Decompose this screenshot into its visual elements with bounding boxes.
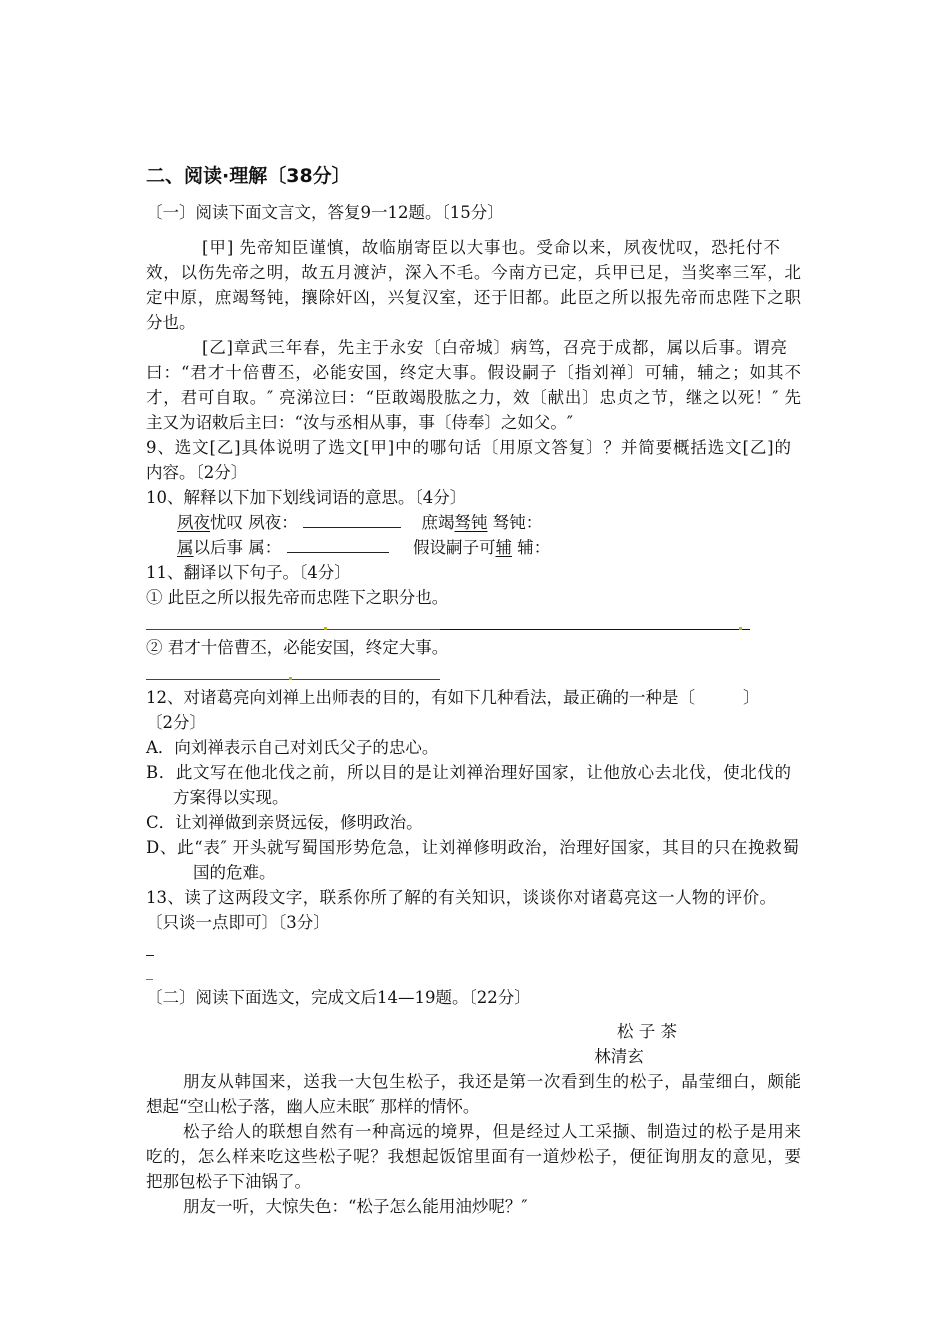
article-paragraph: 松子给人的联想自然有一种高远的境界，但是经过人工采撷、制造过的松子是用来 bbox=[183, 1122, 801, 1141]
question-13: 13、读了这两段文字，联系你所了解的有关知识，谈谈你对诸葛亮这一人物的评价。 bbox=[146, 888, 776, 907]
passage-yi-line: 才，君可自取。″ 亮涕泣曰：“臣敢竭股肱之力，效〔献出〕忠贞之节，继之以死！″ 先 bbox=[146, 388, 801, 407]
passage-yi-line: 主又为诏敕后主曰：“汝与丞相从事，事〔侍奉〕之如父。″ bbox=[146, 413, 574, 432]
question-9: 9、选文[乙]具体说明了选文[甲]中的哪句话〔用原文答复〕？并简要概括选文[乙]的 bbox=[146, 438, 791, 457]
answer-line[interactable] bbox=[146, 679, 440, 680]
passage-jia-line: 定中原，庶竭驽钝，攘除奸凶，兴复汉室，还于旧都。此臣之所以报先帝而忠陛下之职 bbox=[146, 288, 801, 307]
option-c: C．让刘禅做到亲贤远佞，修明政治。 bbox=[146, 813, 423, 832]
article-paragraph: 吃的，怎么样来吃这些松子呢？我想起饭馆里面有一道炒松子，便征询朋友的意见，要 bbox=[146, 1147, 801, 1166]
question-10-row2: 属以后事 属： 假设嗣子可辅 辅： bbox=[177, 538, 551, 557]
question-13-cont: 〔只谈一点即可〕〔3分〕 bbox=[146, 913, 330, 932]
translate-sentence-2: ② 君才十倍曹丕，必能安国，终定大事。 bbox=[146, 638, 449, 657]
passage-jia-line: 效，以伤先帝之明，故五月渡泸，深入不毛。今南方已定，兵甲已足，当奖率三军，北 bbox=[146, 263, 801, 282]
article-paragraph: 把那包松子下油锅了。 bbox=[146, 1172, 311, 1191]
translate-sentence-1: ① 此臣之所以报先帝而忠陛下之职分也。 bbox=[146, 588, 449, 607]
question-12-score: 〔2分〕 bbox=[146, 713, 206, 732]
option-b-cont: 方案得以实现。 bbox=[173, 788, 289, 807]
answer-line[interactable] bbox=[146, 629, 440, 630]
mark-dot bbox=[739, 627, 742, 630]
option-a: A．向刘禅表示自己对刘氏父子的忠心。 bbox=[146, 738, 439, 757]
passage-yi-line: [乙]章武三年春，先主于永安〔白帝城〕病笃，召亮于成都，属以后事。谓亮 bbox=[202, 338, 787, 357]
answer-line[interactable] bbox=[146, 979, 153, 980]
underlined-word: 属 bbox=[177, 538, 194, 557]
answer-blank[interactable] bbox=[287, 538, 389, 553]
article-paragraph: 朋友从韩国来，送我一大包生松子，我还是第一次看到生的松子，晶莹细白，颇能 bbox=[183, 1072, 801, 1091]
underlined-word: 驽钝 bbox=[454, 513, 488, 532]
part2-heading: 〔二〕阅读下面选文，完成文后14—19题。〔22分〕 bbox=[146, 988, 531, 1007]
article-title: 松 子 茶 bbox=[617, 1022, 677, 1041]
underlined-word: 辅 bbox=[495, 538, 512, 557]
question-9-cont: 内容。〔2分〕 bbox=[146, 463, 248, 482]
answer-blank[interactable] bbox=[303, 513, 401, 528]
option-d: D、此“表″ 开头就写蜀国形势危急，让刘禅修明政治，治理好国家，其目的只在挽救蜀 bbox=[146, 838, 799, 857]
answer-line[interactable] bbox=[440, 629, 750, 630]
passage-jia-line: [甲] 先帝知臣谨慎，故临崩寄臣以大事也。受命以来，夙夜忧叹，恐托付不 bbox=[202, 238, 780, 257]
question-10: 10、解释以下加下划线词语的意思。〔4分〕 bbox=[146, 488, 467, 507]
article-paragraph: 想起“空山松子落，幽人应未眠″ 那样的情怀。 bbox=[146, 1097, 480, 1116]
part1-heading: 〔一〕阅读下面文言文，答复9一12题。〔15分〕 bbox=[146, 203, 504, 222]
passage-yi-line: 曰：“君才十倍曹丕，必能安国，终定大事。假设嗣子〔指刘禅〕可辅，辅之；如其不 bbox=[146, 363, 801, 382]
question-10-row1: 夙夜忧叹 夙夜： 庶竭驽钝 驽钝： bbox=[177, 513, 543, 532]
article-author: 林清玄 bbox=[594, 1047, 644, 1066]
question-12: 12、对诸葛亮向刘禅上出师表的目的，有如下几种看法，最正确的一种是〔 〕 bbox=[146, 688, 760, 707]
underlined-word: 夙夜 bbox=[177, 513, 210, 532]
option-d-cont: 国的危难。 bbox=[193, 863, 276, 882]
mark-dot bbox=[289, 677, 292, 680]
article-paragraph: 朋友一听，大惊失色：“松子怎么能用油炒呢？″ bbox=[183, 1197, 528, 1216]
question-11: 11、翻译以下句子。〔4分〕 bbox=[146, 563, 351, 582]
mark-dot bbox=[324, 627, 327, 630]
answer-line[interactable] bbox=[146, 955, 154, 956]
passage-jia-line: 分也。 bbox=[146, 313, 196, 332]
section-title: 二、阅读·理解〔38分〕 bbox=[146, 165, 351, 187]
option-b: B．此文写在他北伐之前，所以目的是让刘禅治理好国家，让他放心去北伐，使北伐的 bbox=[146, 763, 791, 782]
